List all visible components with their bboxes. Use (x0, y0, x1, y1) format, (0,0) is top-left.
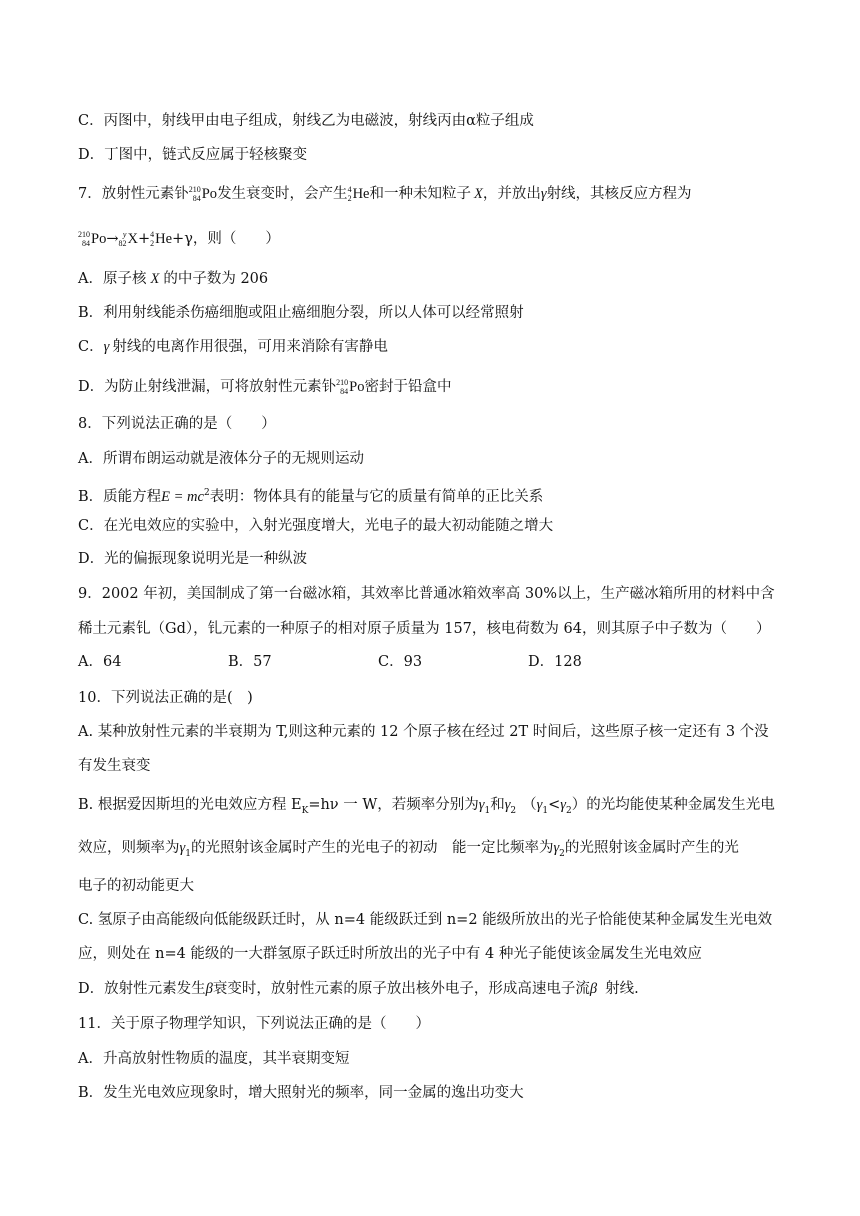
b10-line2-gamma1-sub: 1 (185, 848, 191, 859)
cond-gamma2-sub: 2 (565, 805, 572, 816)
q7-stem (78, 184, 692, 204)
b10-text-c: 和 (490, 797, 505, 813)
eq-gamma: +γ (172, 231, 193, 247)
d10-text-a: D．放射性元素发生 (78, 981, 206, 997)
ek-subscript: K (301, 805, 309, 816)
q10-option-b-line1 (78, 795, 775, 821)
q9-option-d: D．128 (528, 654, 582, 670)
q7-option-a (78, 269, 268, 289)
q7-option-d (78, 377, 451, 397)
eq-po-symbol: Po (91, 231, 107, 247)
b10-line2-gamma1: γ (179, 840, 186, 856)
d10-text-c: 射线. (605, 981, 639, 997)
q8-option-d: D．光的偏振现象说明光是一种纵波 (78, 551, 308, 567)
q9-option-b: B．57 (228, 654, 272, 670)
q10-option-c-line2: 应，则处在 n=4 能级的一大群氢原子跃迁时所放出的光子中有 4 种光子能使该金属发生光电效应 (78, 946, 702, 962)
b10-text-a: B. 根据爱因斯坦的光电效应方程 E (78, 797, 302, 813)
cond-gamma1: γ (536, 797, 543, 813)
q10-option-d (78, 979, 639, 999)
d7-po-symbol: Po (349, 379, 365, 395)
he-atomic-number: 2 (347, 194, 352, 203)
he-symbol: He (352, 186, 370, 202)
q10-option-a-line2: 有发生衰变 (78, 758, 151, 774)
b8-text-b: 表明：物体具有的能量与它的质量有简单的正比关系 (209, 488, 544, 505)
q7-equation-tail: ，则（ ） (192, 231, 280, 247)
c7-gamma: γ (103, 339, 110, 355)
q7-text-c: 和一种未知粒子 (369, 186, 471, 202)
b8-text-a: B．质能方程 (78, 488, 162, 505)
a7-text-a: A．原子核 (78, 271, 147, 287)
plus-sign: + (137, 231, 151, 247)
eq-polonium (78, 229, 106, 249)
q11-stem: 11．关于原子物理学知识，下列说法正确的是（ ） (78, 1016, 430, 1032)
unknown-particle-x: X (473, 186, 483, 202)
c7-text-b: 射线的电离作用很强，可用来消除有害静电 (112, 339, 388, 355)
q7-option-c (78, 337, 388, 357)
q8-stem: 8．下列说法正确的是（ ） (78, 416, 276, 432)
mass-energy-equation: E = mc (161, 488, 204, 505)
q10-option-a-line1: A. 某种放射性元素的半衰期为 T,则这种元素的 12 个原子核在经过 2T 时间后，这些原子核一定还有 3 个没 (78, 724, 769, 740)
q8-option-b (78, 483, 543, 507)
po-symbol: Po (201, 186, 218, 202)
d7-polonium (336, 377, 364, 397)
po-mass-number: 210 (188, 185, 201, 194)
q7-equation (78, 229, 280, 249)
eq-x-nuclide (118, 229, 137, 249)
b10-line2-gamma2: γ (553, 840, 560, 856)
q10-option-c-line1: C. 氢原子由高能级向低能级跃迁时，从 n=4 能级跃迁到 n=2 能级所放出的光子恰能使某种金属发生光电效 (78, 912, 773, 928)
q9-stem-line1: 9．2002 年初，美国制成了第一台磁冰箱，其效率比普通冰箱效率高 30%以上，生产磁冰箱所用的材料中含 (78, 586, 775, 602)
q8-option-c: C．在光电效应的实验中，入射光强度增大，光电子的最大初动能随之增大 (78, 518, 554, 534)
q6-option-c: C．丙图中，射线甲由电子组成，射线乙为电磁波，射线丙由α粒子组成 (78, 113, 534, 129)
polonium-nuclide (189, 184, 217, 204)
helium-nuclide (348, 184, 370, 204)
q7-option-b: B．利用射线能杀伤癌细胞或阻止癌细胞分裂，所以人体可以经常照射 (78, 305, 524, 321)
b10-gamma1-sub: 1 (484, 805, 491, 816)
b10-text-d: 的光均能使某种金属发生光电 (586, 797, 775, 813)
d7-text-a: D．为防止射线泄漏，可将放射性元素钋 (78, 379, 337, 395)
b10-line2-a: 效应，则频率为 (78, 840, 180, 856)
q10-option-b-line2 (78, 838, 739, 864)
d7-po-mass: 210 (336, 378, 349, 387)
q9-stem-line2: 稀土元素钆（Gd），钆元素的一种原子的相对原子质量为 157，核电荷数为 64，则其原子中子数为（ ） (78, 621, 771, 637)
cond-gamma1-sub: 1 (542, 805, 549, 816)
d7-po-z: 84 (340, 387, 349, 396)
q7-text-e: 射线，其核反应方程为 (546, 186, 692, 202)
b10-line2-b: 的光照射该金属时产生的光电子的初动 能一定比频率为 (190, 840, 554, 856)
q9-option-a: A．64 (78, 654, 122, 670)
d10-beta1: β (205, 981, 213, 997)
q9-option-c: C．93 (378, 654, 423, 670)
eq-he-mass: 4 (150, 230, 155, 239)
eq-he-symbol: He (155, 231, 173, 247)
q7-text-b: 发生衰变时，会产生 (217, 186, 348, 202)
eq-po-mass: 210 (78, 230, 90, 239)
b10-gamma2-sub: 2 (510, 805, 517, 816)
q10-stem: 10．下列说法正确的是( ) (78, 690, 253, 706)
q7-text-a: 7．放射性元素钋 (78, 186, 189, 202)
b10-text-b: =hν 一 W，若频率分别为 (308, 797, 479, 813)
q11-option-b: B．发生光电效应现象时，增大照射光的频率，同一金属的逸出功变大 (78, 1085, 524, 1101)
q10-option-b-line3: 电子的初动能更大 (78, 878, 194, 894)
he-mass-number: 4 (347, 185, 352, 194)
eq-po-z: 84 (82, 239, 90, 248)
b10-gamma1: γ (478, 797, 485, 813)
d7-text-b: 密封于铅盒中 (364, 379, 452, 395)
gamma-symbol: γ (540, 186, 547, 202)
cond-gamma2: γ (560, 797, 566, 813)
q6-option-d: D．丁图中，链式反应属于轻核聚变 (78, 147, 308, 163)
d10-beta2: β (589, 981, 598, 997)
q11-option-a: A．升高放射性物质的温度，其半衰期变短 (78, 1051, 350, 1067)
eq-x-symbol: X (127, 231, 138, 247)
q9-options (78, 652, 582, 672)
b10-line2-c: 的光照射该金属时产生的光 (564, 840, 739, 856)
cond-close: ） (571, 797, 587, 813)
c7-text-a: C． (78, 339, 104, 355)
cond-open: （ (522, 797, 537, 813)
q7-text-d: ，并放出 (482, 186, 541, 202)
squared-exponent: 2 (203, 488, 210, 498)
eq-helium (150, 229, 172, 249)
a7-text-b: 的中子数为 206 (163, 271, 269, 287)
b10-line2-gamma2-sub: 2 (559, 848, 565, 859)
eq-x-z: 82 (118, 239, 127, 248)
po-atomic-number: 84 (192, 194, 201, 203)
eq-he-z: 2 (150, 239, 155, 248)
reaction-arrow: → (106, 231, 119, 247)
d10-text-b: 衰变时，放射性元素的原子放出核外电子，形成高速电子流 (212, 981, 590, 997)
b10-gamma2: γ (504, 797, 511, 813)
cond-less-than: < (548, 797, 561, 813)
a7-x: X (150, 271, 160, 287)
q8-option-a: A．所谓布朗运动就是液体分子的无规则运动 (78, 451, 364, 467)
eq-x-mass: y (122, 230, 127, 239)
